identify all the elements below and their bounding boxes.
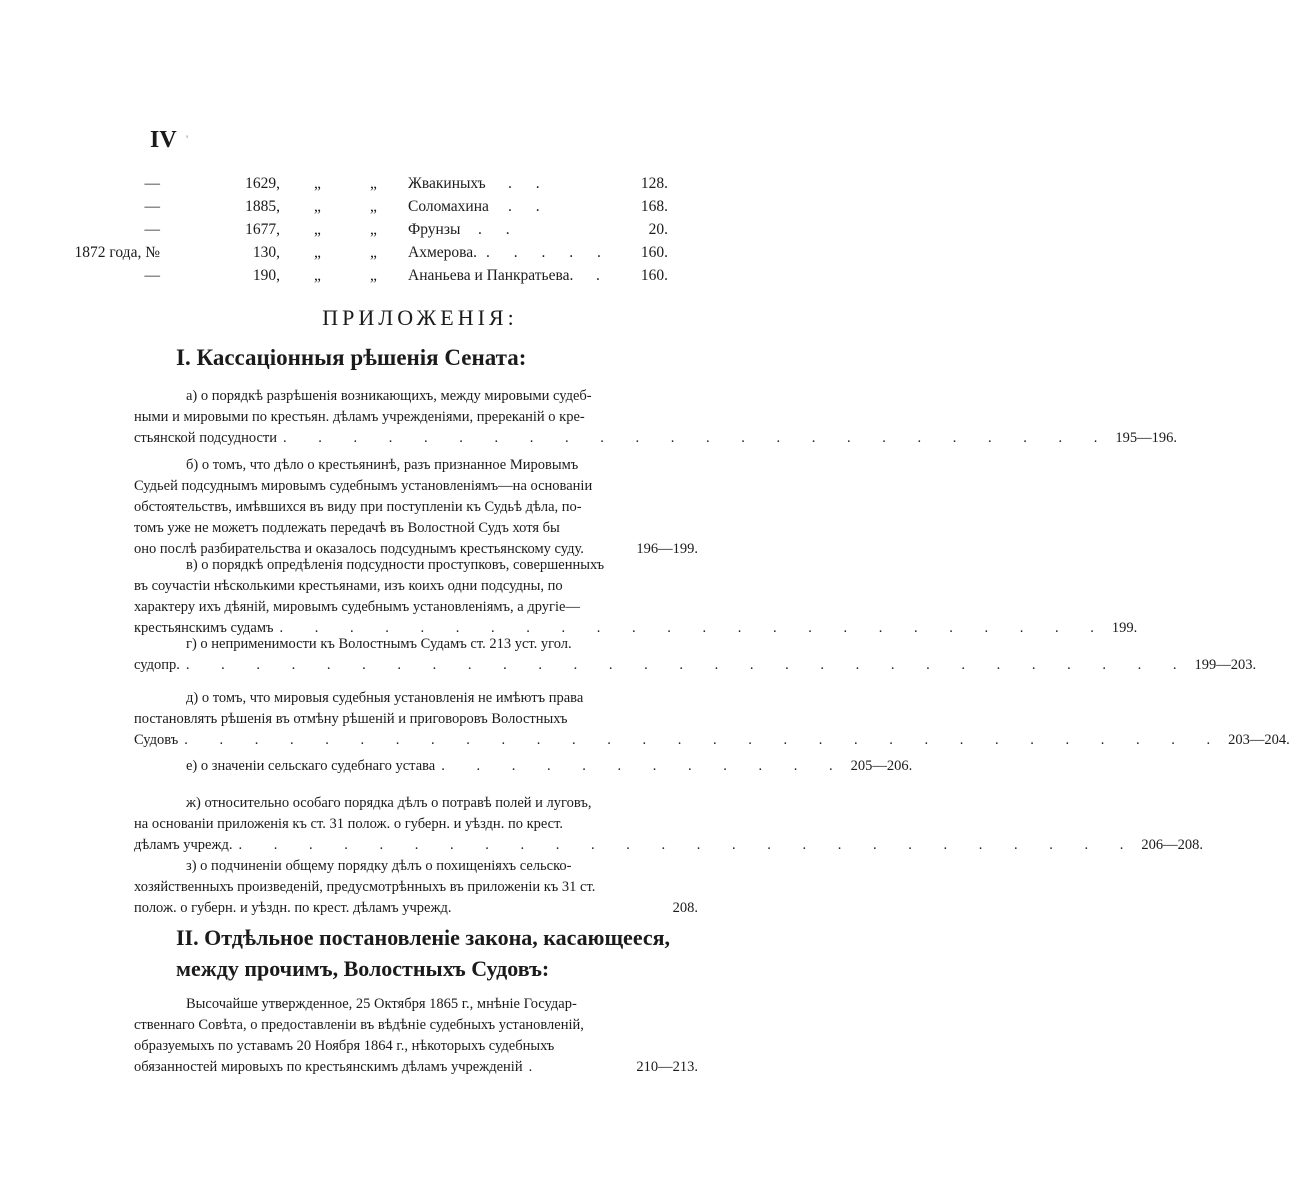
ditto-mark: „ — [314, 267, 321, 284]
entry-text: дѣламъ учрежд. — [134, 837, 233, 853]
entry-line: постановлять рѣшенія въ отмѣну рѣшеній и приговоровъ Волостныхъ — [134, 711, 568, 727]
entry-line: в) о порядкѣ опредѣленія подсудности проступковъ, совершенныхъ — [186, 557, 605, 573]
leader-dots: . . . . . . . . . . . . — [441, 758, 847, 774]
toc-entry — [134, 555, 1138, 639]
toc-entry — [134, 386, 1178, 449]
case-row — [0, 221, 840, 244]
case-row — [0, 175, 840, 198]
case-row — [0, 244, 840, 267]
entry-text: полож. о губерн. и уѣздн. по крест. дѣламъ учрежд. — [134, 900, 452, 916]
entry-line: г) о неприменимости къ Волостнымъ Судамъ ст. 213 уст. угол. — [186, 636, 572, 652]
case-prefix: 1872 года, № — [74, 244, 160, 261]
entry-last-line — [134, 1057, 698, 1078]
toc-entry — [134, 994, 698, 1078]
case-page: 160. — [640, 267, 668, 284]
page-roman-numeral: IV — [150, 127, 177, 153]
entry-line: б) о томъ, что дѣло о крестьянинѣ, разъ признанное Мировымъ — [186, 457, 579, 473]
leader-dots: . . — [508, 175, 550, 192]
ditto-mark: „ — [314, 198, 321, 215]
entry-line: хозяйственныхъ произведеній, предусмотрѣнныхъ въ приложеніи къ 31 ст. — [134, 879, 596, 895]
case-page: 20. — [648, 221, 668, 238]
ditto-mark: „ — [314, 175, 321, 192]
entry-line: на основаніи приложенія къ ст. 31 полож. о губерн. и уѣздн. по крест. — [134, 816, 563, 832]
case-name: Жвакиныхъ — [408, 175, 486, 192]
leader-dots: . . . . . . . . . . . . . . . . . . . . . . . . . . . . . — [185, 657, 1191, 673]
entry-page: 208. — [672, 900, 698, 916]
entry-line: образуемыхъ по уставамъ 20 Ноября 1864 г., нѣкоторыхъ судебныхъ — [134, 1038, 555, 1054]
entry-line: д) о томъ, что мировыя судебныя установленія не имѣютъ права — [186, 690, 584, 706]
case-name: Ахмерова. — [408, 244, 478, 261]
case-number: 130, — [252, 244, 280, 261]
entry-line: обстоятельствъ, имѣвшихся въ виду при поступленіи къ Судьѣ дѣла, по- — [134, 499, 582, 515]
toc-entry — [134, 756, 913, 777]
toc-entry — [134, 455, 698, 560]
entry-line: ными и мировыми по крестьян. дѣламъ учрежденіями, пререканій о кре- — [134, 409, 585, 425]
case-name: Фрунзы — [408, 221, 461, 238]
leader-dots: . . . . . . . . . . . . . . . . . . . . . . . . — [283, 430, 1112, 446]
ditto-mark: „ — [314, 244, 321, 261]
leader-dots: . . . . . — [486, 244, 611, 261]
entry-page: 206—208. — [1141, 837, 1203, 853]
leader-dots: . . . . . . . . . . . . . . . . . . . . . . . . . . . . . . — [184, 732, 1225, 748]
entry-page: 210—213. — [636, 1059, 698, 1075]
entry-line: Судьей подсуднымъ мировымъ судебнымъ установленіямъ—на основаніи — [134, 478, 593, 494]
ditto-mark: „ — [314, 221, 321, 238]
entry-line: характеру ихъ дѣяній, мировымъ судебнымъ установленіямъ, а другіе— — [134, 599, 580, 615]
entry-line: томъ уже не можетъ подлежать передачѣ въ Волостной Судъ хотя бы — [134, 520, 560, 536]
case-name: Соломахина — [408, 198, 489, 215]
ditto-mark: „ — [370, 267, 377, 284]
entry-text: обязанностей мировыхъ по крестьянскимъ дѣламъ учрежденій — [134, 1059, 523, 1075]
entry-page: 203—204. — [1228, 732, 1290, 748]
toc-entry — [134, 688, 1290, 751]
toc-entry — [134, 793, 1203, 856]
entry-line: въ соучастіи нѣсколькими крестьянами, изъ коихъ одни подсудны, по — [134, 578, 563, 594]
case-prefix: — — [144, 198, 160, 215]
ditto-mark: „ — [370, 221, 377, 238]
ditto-mark: „ — [370, 244, 377, 261]
entry-line: Высочайше утвержденное, 25 Октября 1865 г., мнѣніе Государ- — [186, 996, 577, 1012]
part-two-heading: II. Отдѣльное постановленіе закона, касающееся, между прочимъ, Волостныхъ Судовъ: — [176, 925, 671, 981]
toc-entry — [134, 634, 1257, 676]
entry-text: стьянской подсудности — [134, 430, 278, 446]
entry-page: 199. — [1111, 620, 1138, 636]
case-prefix: — — [144, 221, 160, 238]
case-number: 190, — [252, 267, 280, 284]
leader-dots: . — [528, 1059, 547, 1075]
case-page: 128. — [640, 175, 668, 192]
print-mark: ' — [186, 132, 189, 146]
entry-text: оно послѣ разбирательства и оказалось подсуднымъ крестьянскому суду. — [134, 541, 584, 557]
case-prefix: — — [144, 175, 160, 192]
entry-text: е) о значеніи сельскаго судебнаго устава — [186, 758, 436, 774]
case-name: Ананьева и Панкратьева. — [408, 267, 574, 284]
case-row — [0, 267, 840, 290]
entry-line: з) о подчиненіи общему порядку дѣлъ о похищеніяхъ сельско- — [186, 858, 572, 874]
entry-text: Судовъ — [134, 732, 179, 748]
case-page: 168. — [640, 198, 668, 215]
ditto-mark: „ — [370, 175, 377, 192]
case-number: 1629, — [245, 175, 280, 192]
entry-last-line — [134, 428, 1178, 449]
entry-last-line — [134, 898, 698, 919]
entry-page: 195—196. — [1115, 430, 1178, 446]
leader-dots: . — [596, 267, 610, 284]
toc-entry — [134, 856, 698, 919]
case-number: 1677, — [245, 221, 280, 238]
entry-last-line — [134, 835, 1203, 856]
appendix-heading: ПРИЛОЖЕНІЯ: — [322, 305, 518, 330]
entry-text: судопр. — [134, 657, 180, 673]
entry-line: а) о порядкѣ разрѣшенія возникающихъ, между мировыми судеб- — [186, 388, 592, 404]
entry-page: 199—203. — [1194, 657, 1257, 673]
leader-dots: . . — [478, 221, 520, 238]
entry-text: крестьянскимъ судамъ — [134, 620, 274, 636]
leader-dots: . . . . . . . . . . . . . . . . . . . . . . . . . . — [238, 837, 1138, 853]
case-prefix: — — [144, 267, 160, 284]
entry-page: 205—206. — [850, 758, 913, 774]
entry-last-line — [134, 655, 1257, 676]
entry-line: ж) относительно особаго порядка дѣлъ о потравѣ полей и луговъ, — [186, 795, 592, 811]
leader-dots: . . — [508, 198, 550, 215]
leader-dots: . . . . . . . . . . . . . . . . . . . . . . . . — [279, 620, 1108, 636]
entry-page: 196—199. — [636, 541, 698, 557]
case-page: 160. — [640, 244, 668, 261]
entry-last-line — [134, 730, 1290, 751]
entry-line: ственнаго Совѣта, о предоставленіи въ вѣдѣніе судебныхъ установленій, — [134, 1017, 584, 1033]
case-list — [0, 175, 840, 290]
part-one-heading: I. Кассаціонныя рѣшенія Сената: — [176, 345, 527, 370]
case-row — [0, 198, 840, 221]
entry-last-line — [134, 756, 913, 777]
case-number: 1885, — [245, 198, 280, 215]
ditto-mark: „ — [370, 198, 377, 215]
